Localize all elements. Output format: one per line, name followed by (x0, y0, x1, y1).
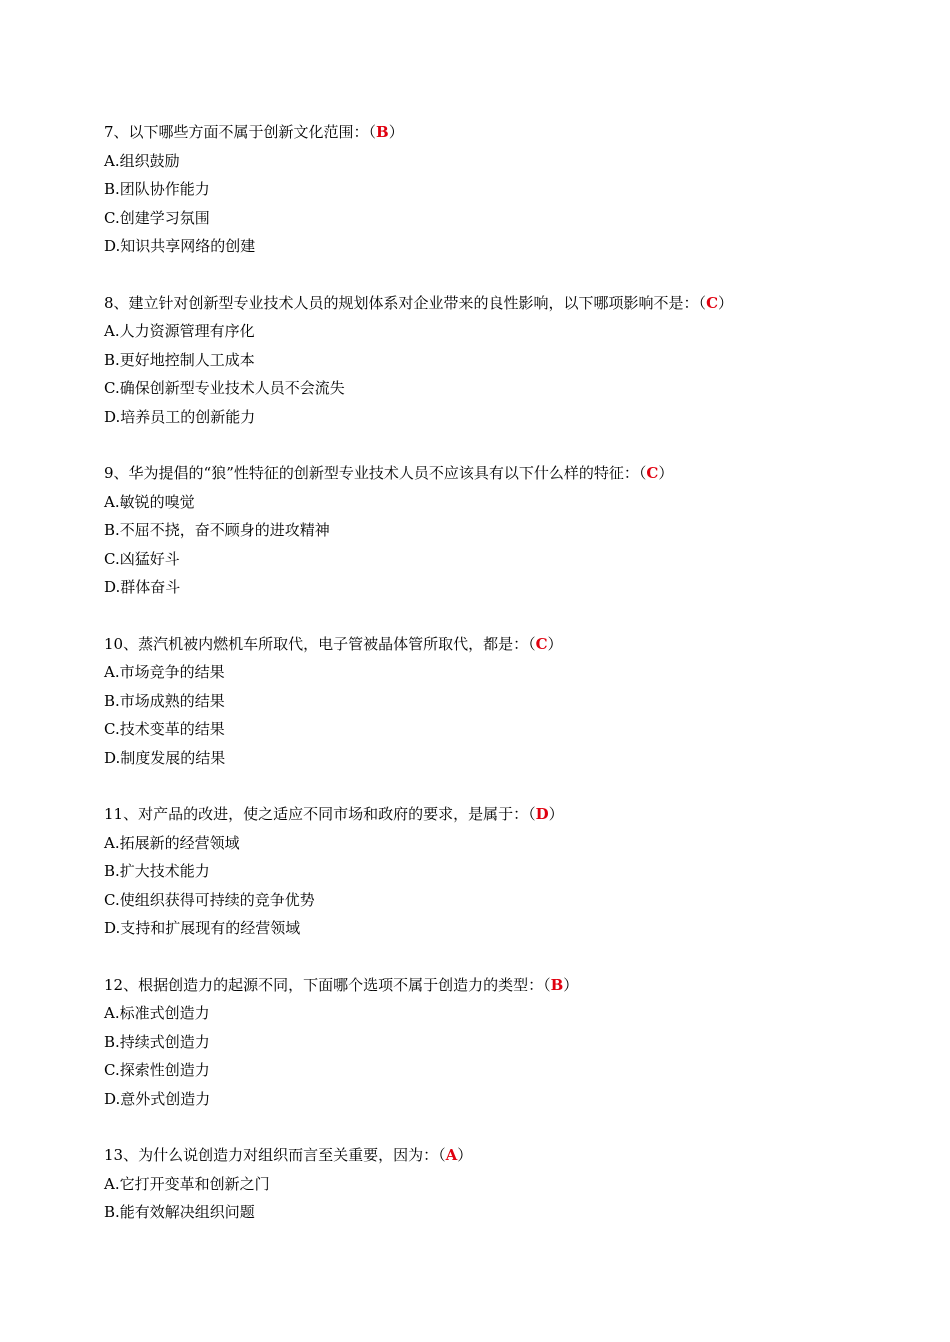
question-text: 13、为什么说创造力对组织而言至关重要，因为：（ (104, 1146, 446, 1164)
question-13 (104, 1141, 884, 1227)
option-c: C.创建学习氛围 (104, 208, 210, 227)
option-c: C.探索性创造力 (104, 1061, 210, 1079)
answer-close-paren: ） (547, 634, 563, 653)
option-a: A.市场竞争的结果 (104, 663, 225, 681)
question-text: 9、华为提倡的“狼”性特征的创新型专业技术人员不应该具有以下什么样的特征：（ (104, 464, 647, 482)
question-text: 11、对产品的改进，使之适应不同市场和政府的要求，是属于：（ (104, 805, 536, 823)
option-b: B.能有效解决组织问题 (104, 1203, 255, 1221)
option-d: D.培养员工的创新能力 (104, 407, 256, 426)
option-a: A.敏锐的嗅觉 (104, 492, 195, 511)
question-9 (104, 459, 884, 602)
option-b: B.不屈不挠，奋不顾身的进攻精神 (104, 521, 330, 539)
option-a: A.拓展新的经营领域 (104, 833, 240, 852)
question-7 (104, 118, 884, 261)
answer-key: C (535, 634, 548, 653)
answer-close-paren: ） (658, 464, 674, 482)
option-a: A.组织鼓励 (104, 151, 180, 170)
option-a: A.它打开变革和创新之门 (104, 1174, 270, 1193)
option-b: B.市场成熟的结果 (104, 691, 225, 710)
answer-key: D (535, 805, 549, 823)
option-a: A.人力资源管理有序化 (104, 322, 255, 340)
question-stem (104, 630, 884, 659)
question-stem (104, 971, 884, 1000)
option-b: B.更好地控制人工成本 (104, 350, 255, 369)
answer-close-paren: ） (548, 805, 564, 823)
question-10 (104, 630, 884, 773)
option-b: B.团队协作能力 (104, 180, 210, 198)
answer-close-paren: ） (563, 975, 579, 994)
option-d: D.知识共享网络的创建 (104, 237, 256, 255)
option-b: B.扩大技术能力 (104, 862, 210, 880)
answer-key: C (646, 464, 659, 482)
option-c: C.确保创新型专业技术人员不会流失 (104, 379, 345, 397)
answer-close-paren: ） (718, 293, 734, 312)
option-a: A.标准式创造力 (104, 1004, 210, 1022)
question-stem (104, 1141, 884, 1170)
question-text: 12、根据创造力的起源不同，下面哪个选项不属于创造力的类型：（ (104, 975, 551, 994)
answer-key: B (550, 975, 564, 994)
question-stem (104, 459, 884, 488)
question-text: 7、以下哪些方面不属于创新文化范围：（ (104, 123, 377, 141)
question-text: 10、蒸汽机被内燃机车所取代，电子管被晶体管所取代，都是：（ (104, 634, 536, 653)
option-c: C.使组织获得可持续的竞争优势 (104, 890, 315, 909)
question-stem (104, 118, 884, 147)
question-8 (104, 289, 884, 432)
question-stem (104, 289, 884, 318)
answer-close-paren: ） (457, 1146, 473, 1164)
question-stem (104, 800, 884, 829)
option-d: D.制度发展的结果 (104, 748, 226, 767)
option-b: B.持续式创造力 (104, 1032, 210, 1051)
answer-key: B (376, 123, 389, 141)
question-12 (104, 971, 884, 1114)
answer-key: A (445, 1146, 458, 1164)
option-d: D.支持和扩展现有的经营领域 (104, 919, 301, 937)
option-c: C.技术变革的结果 (104, 720, 225, 738)
document-page (104, 118, 884, 1255)
option-d: D.群体奋斗 (104, 578, 181, 596)
answer-close-paren: ） (388, 123, 404, 141)
option-d: D.意外式创造力 (104, 1089, 211, 1108)
option-c: C.凶猛好斗 (104, 549, 180, 568)
question-text: 8、建立针对创新型专业技术人员的规划体系对企业带来的良性影响，以下哪项影响不是：（ (104, 293, 707, 312)
question-11 (104, 800, 884, 943)
answer-key: C (706, 293, 719, 312)
